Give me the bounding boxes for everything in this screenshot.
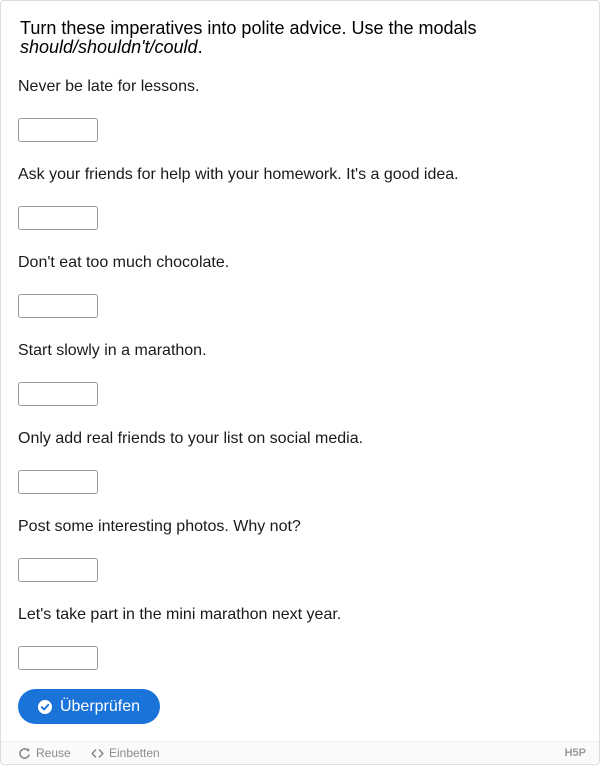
question-5-prompt: Only add real friends to your list on social media. <box>18 430 364 447</box>
check-answers-button[interactable] <box>18 689 160 724</box>
reuse-label: Reuse <box>36 746 71 760</box>
h5p-footer <box>1 741 599 765</box>
check-answers-label: Überprüfen <box>59 697 141 715</box>
question-2-prompt: Ask your friends for help with your homework. It's a good idea. <box>18 166 459 183</box>
question-5-answer-input[interactable] <box>18 470 98 494</box>
question-1-prompt: Never be late for lessons. <box>18 78 200 95</box>
check-circle-icon <box>38 700 52 714</box>
question-4-answer-input[interactable] <box>18 382 98 406</box>
reuse-link[interactable] <box>18 746 71 760</box>
question-2-answer-input[interactable] <box>18 206 98 230</box>
code-icon <box>91 747 104 760</box>
task-text: Turn these imperatives into polite advice. Use the modals <box>20 18 477 38</box>
question-7-prompt: Let's take part in the mini marathon next year. <box>18 606 342 623</box>
task-modals: should/shouldn't/could <box>20 37 198 57</box>
question-4-prompt: Start slowly in a marathon. <box>18 342 207 359</box>
embed-label: Einbetten <box>109 746 160 760</box>
refresh-icon <box>18 747 31 760</box>
task-description <box>20 19 580 57</box>
question-3-answer-input[interactable] <box>18 294 98 318</box>
embed-link[interactable] <box>91 746 160 760</box>
question-3-prompt: Don't eat too much chocolate. <box>18 254 230 271</box>
question-6-prompt: Post some interesting photos. Why not? <box>18 518 301 535</box>
task-text-end: . <box>197 37 203 57</box>
question-7-answer-input[interactable] <box>18 646 98 670</box>
question-1-answer-input[interactable] <box>18 118 98 142</box>
question-6-answer-input[interactable] <box>18 558 98 582</box>
h5p-logo[interactable]: H5P <box>564 747 586 759</box>
